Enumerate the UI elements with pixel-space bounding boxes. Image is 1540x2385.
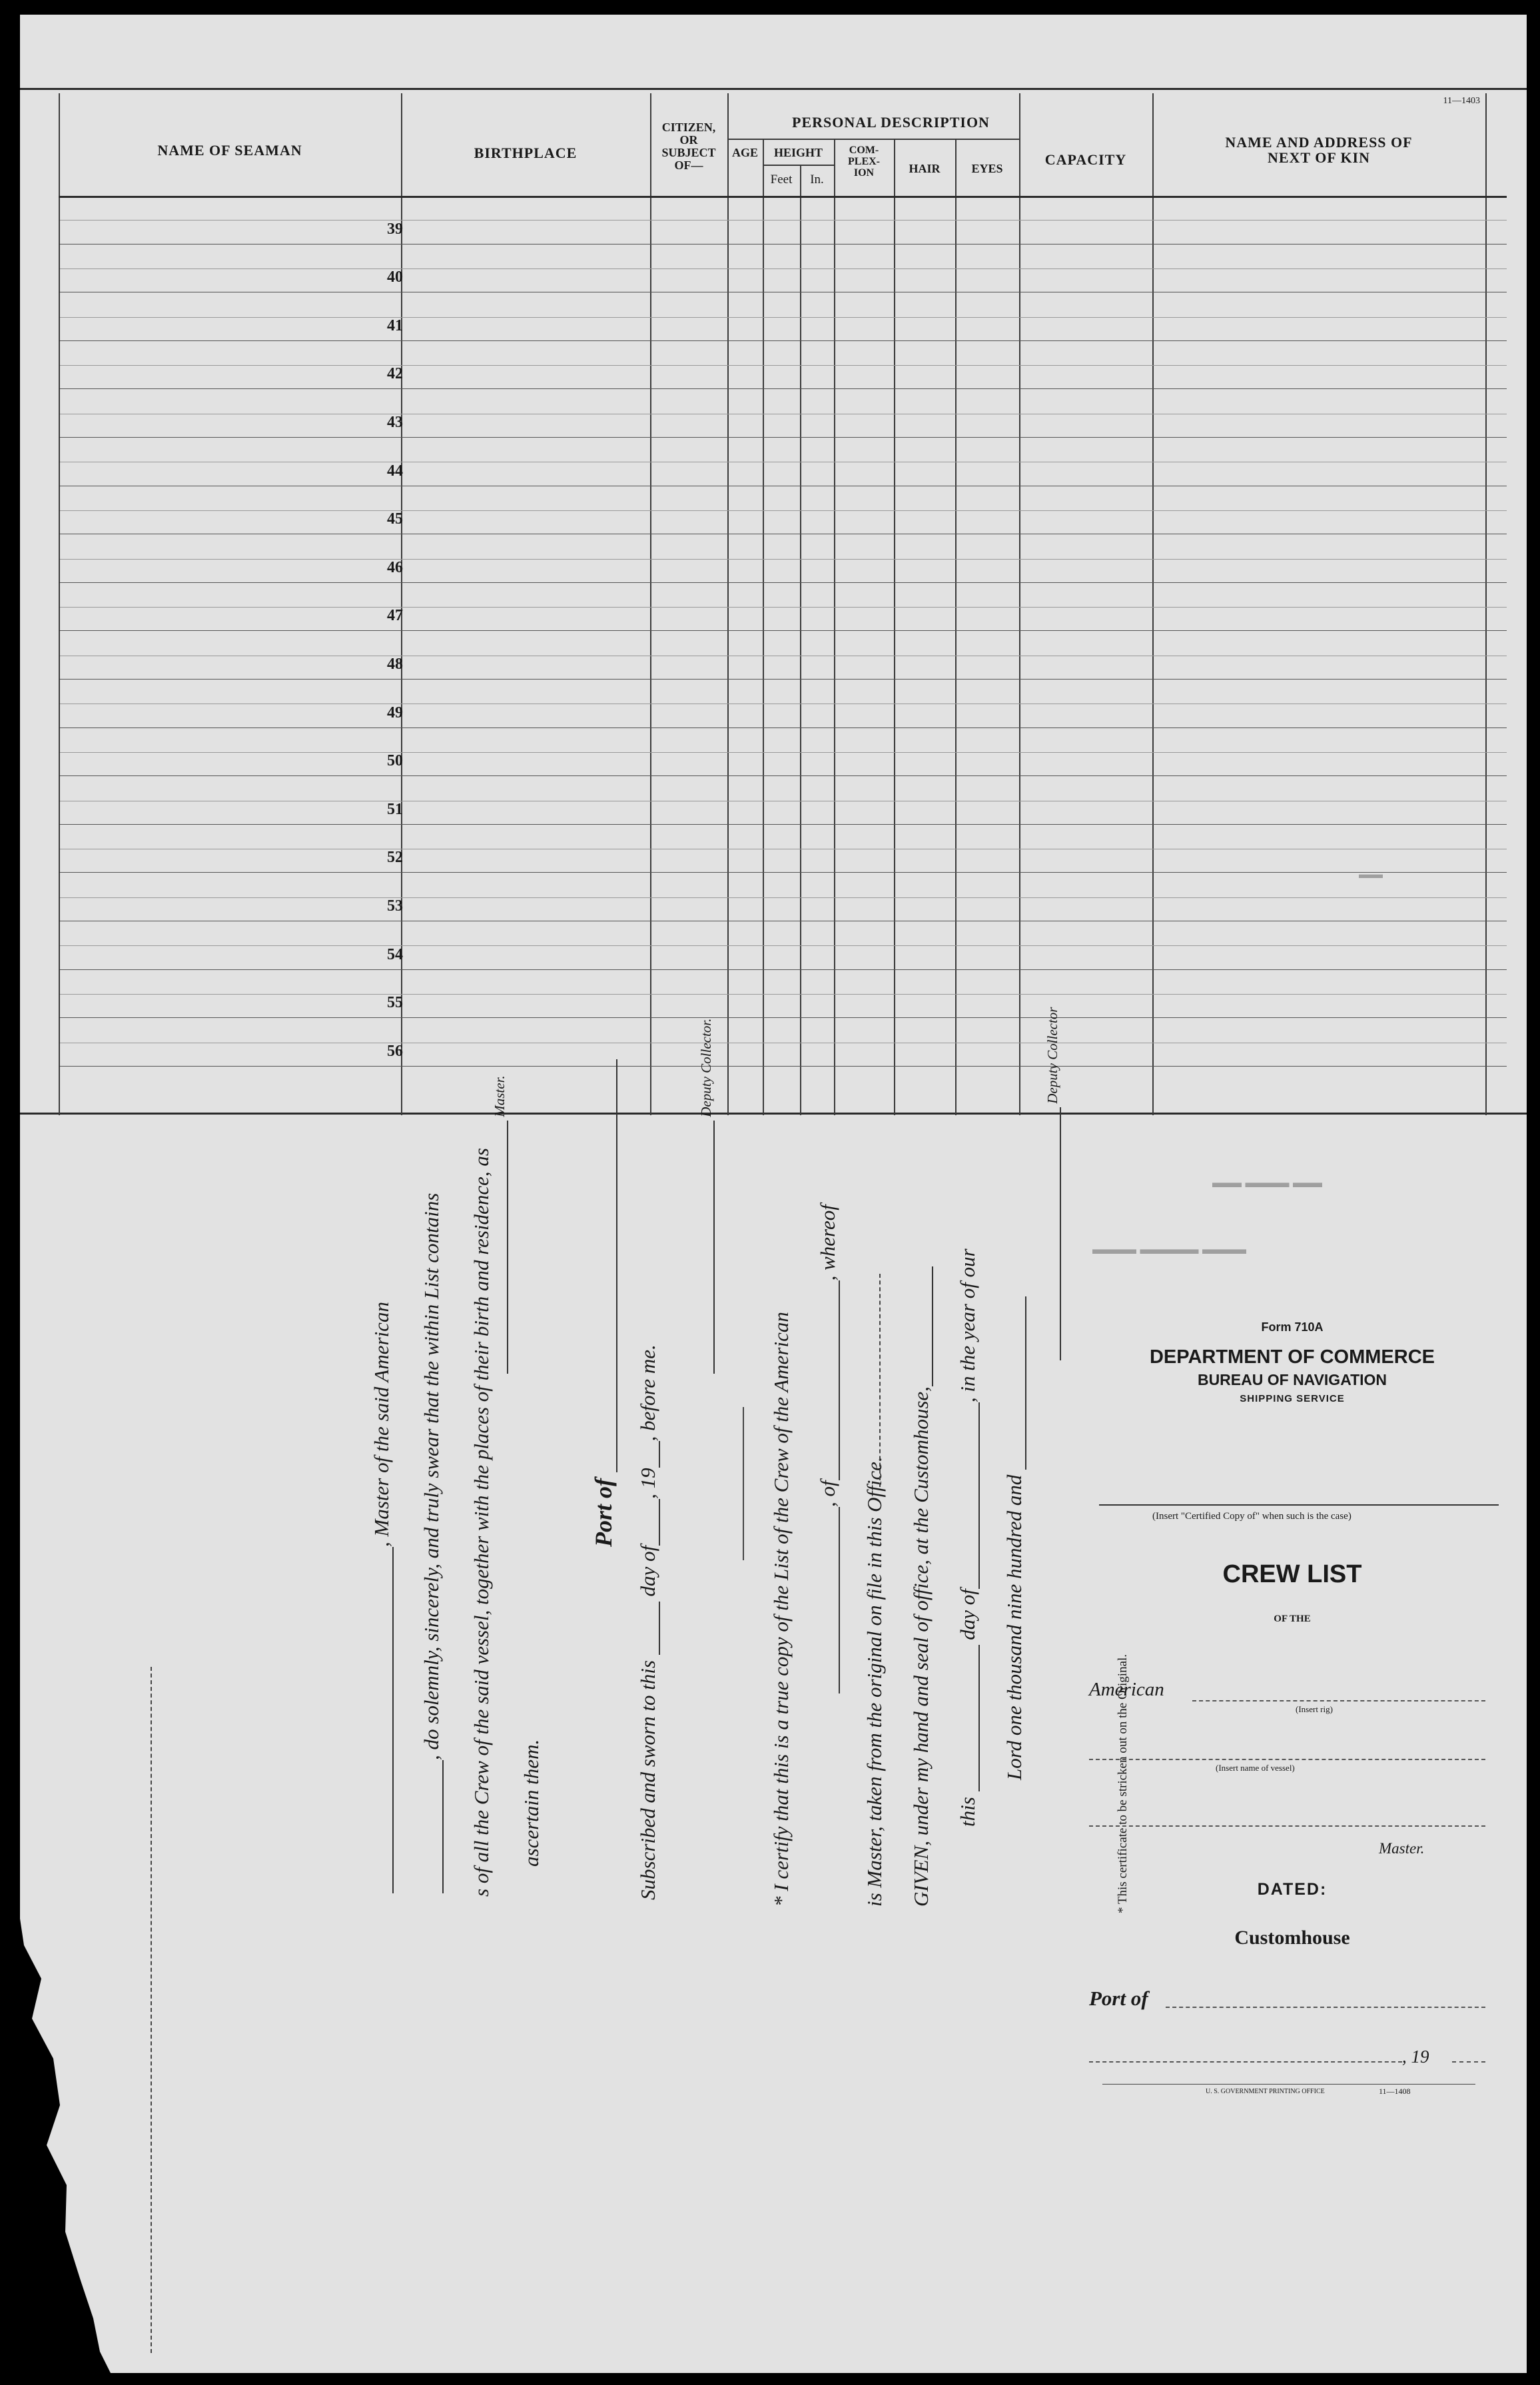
cert-deputy-line bbox=[1042, 1007, 1061, 1360]
header-eyes: EYES bbox=[971, 162, 1003, 175]
subscribed-label: Subscribed and sworn to this bbox=[636, 1660, 659, 1900]
port-blank[interactable] bbox=[599, 1059, 617, 1472]
header-age: AGE bbox=[731, 146, 758, 159]
blank[interactable] bbox=[915, 1266, 933, 1386]
deputy-collector-label: Deputy Collector. bbox=[698, 1018, 714, 1117]
row-number: 41 bbox=[387, 316, 403, 334]
blank[interactable] bbox=[641, 1499, 660, 1546]
row-number: 50 bbox=[387, 752, 403, 770]
col-line bbox=[1485, 93, 1487, 1115]
certificate-footnote: * This certificate to be stricken out on the Original. bbox=[1116, 1654, 1130, 1913]
header-citizen-line: CITIZEN, bbox=[661, 121, 716, 134]
row-divider bbox=[60, 365, 1507, 366]
blank[interactable] bbox=[425, 1760, 444, 1893]
table-row bbox=[60, 630, 1507, 631]
row-divider bbox=[60, 317, 1507, 318]
printing-office: U. S. GOVERNMENT PRINTING OFFICE bbox=[1206, 2088, 1325, 2095]
deputy-collector-label: Deputy Collector bbox=[1044, 1007, 1060, 1104]
header-bottom-border bbox=[59, 196, 1507, 198]
oath-line-4: ascertain them. bbox=[520, 1739, 543, 1867]
master-name-blank[interactable] bbox=[375, 1547, 394, 1893]
row-number: 42 bbox=[387, 365, 403, 383]
dated-label: DATED: bbox=[1257, 1880, 1328, 1899]
year-label: , 19 bbox=[636, 1468, 659, 1499]
oath-text: , Master of the said American bbox=[370, 1302, 393, 1547]
blank[interactable] bbox=[821, 1507, 840, 1693]
row-number: 47 bbox=[387, 607, 403, 625]
before-me-label: , before me. bbox=[636, 1344, 659, 1442]
header-capacity: CAPACITY bbox=[1044, 151, 1127, 168]
rig-blank[interactable] bbox=[1192, 1700, 1485, 1701]
master-signature-blank[interactable] bbox=[490, 1121, 508, 1374]
of-the-label: OF THE bbox=[1274, 1614, 1311, 1624]
table-row bbox=[60, 340, 1507, 341]
deputy-signature-blank[interactable] bbox=[696, 1121, 715, 1374]
row-number: 43 bbox=[387, 414, 403, 431]
certificate-of-line bbox=[816, 1204, 840, 1693]
master-blank[interactable] bbox=[1089, 1825, 1485, 1827]
torn-edge bbox=[0, 1919, 147, 2385]
crew-list-cover-panel bbox=[1079, 1320, 1505, 1404]
header-birthplace: BIRTHPLACE bbox=[474, 145, 578, 161]
certified-copy-blank[interactable] bbox=[1099, 1487, 1499, 1506]
row-divider bbox=[60, 510, 1507, 511]
header-separator bbox=[763, 165, 834, 166]
row-number: 55 bbox=[387, 994, 403, 1012]
header-citizen bbox=[650, 121, 727, 172]
header-citizen-line: OF— bbox=[674, 158, 703, 172]
of-label: , of bbox=[816, 1480, 839, 1507]
year-blank[interactable] bbox=[1452, 2061, 1485, 2063]
customhouse-label: Customhouse bbox=[1234, 1927, 1350, 1949]
certified-copy-caption: (Insert "Certified Copy of" when such is the case) bbox=[1152, 1511, 1351, 1522]
ghost-print: ▬▬ bbox=[1359, 867, 1383, 881]
crew-list-form-page bbox=[20, 15, 1527, 2373]
this-label: this bbox=[956, 1797, 979, 1827]
row-number: 51 bbox=[387, 800, 403, 818]
header-next-of-kin-line: NEXT OF KIN bbox=[1267, 149, 1371, 167]
port-of-line bbox=[589, 1059, 617, 1547]
oath-master-label bbox=[490, 1075, 508, 1374]
certificate-line-2: is Master, taken from the original on file in this Office. bbox=[863, 1456, 886, 1907]
header-complexion-line: COM- bbox=[849, 145, 879, 156]
header-next-of-kin bbox=[1152, 135, 1485, 165]
port-blank[interactable] bbox=[1166, 2007, 1485, 2008]
header-complexion-line: PLEX- bbox=[848, 155, 880, 167]
header-citizen-line: SUBJECT bbox=[661, 145, 716, 159]
row-divider bbox=[60, 268, 1507, 269]
row-number: 46 bbox=[387, 558, 403, 576]
insert-rig-caption: (Insert rig) bbox=[1296, 1704, 1333, 1714]
blank[interactable] bbox=[641, 1602, 660, 1655]
table-row bbox=[60, 727, 1507, 728]
table-row bbox=[60, 388, 1507, 389]
shipping-service: SHIPPING SERVICE bbox=[1240, 1393, 1345, 1404]
row-number: 52 bbox=[387, 849, 403, 867]
ghost-print: ▬▬ ▬▬▬ ▬▬ bbox=[1212, 1174, 1322, 1191]
master-label: Master. bbox=[1379, 1840, 1425, 1857]
fold-line bbox=[879, 1274, 881, 1487]
header-hair: HAIR bbox=[909, 162, 941, 175]
oath-line-2 bbox=[420, 1193, 444, 1893]
port-of-label: Port of bbox=[1089, 1987, 1148, 2010]
header-citizen-line: OR bbox=[679, 133, 698, 147]
table-top-border bbox=[20, 88, 1527, 90]
certificate-line-1: * I certify that this is a true copy of the List of the Crew of the American bbox=[769, 1312, 793, 1907]
divider bbox=[743, 1407, 744, 1560]
bureau-title: BUREAU OF NAVIGATION bbox=[1197, 1371, 1387, 1388]
blank[interactable] bbox=[961, 1645, 980, 1791]
row-divider bbox=[60, 607, 1507, 608]
table-row bbox=[60, 437, 1507, 438]
header-next-of-kin-line: NAME AND ADDRESS OF bbox=[1225, 134, 1413, 151]
row-number: 56 bbox=[387, 1042, 403, 1060]
given-label: GIVEN, under my hand and seal of office, at the Customhouse, bbox=[909, 1386, 933, 1907]
certificate-line-3 bbox=[909, 1266, 933, 1907]
certificate-this-line bbox=[956, 1248, 980, 1827]
in-year-label: , in the year of our bbox=[956, 1248, 979, 1403]
header-feet: Feet bbox=[770, 173, 793, 187]
blank[interactable] bbox=[1008, 1296, 1026, 1470]
header-height: HEIGHT bbox=[773, 146, 823, 159]
row-divider bbox=[60, 559, 1507, 560]
american-label: American bbox=[1089, 1679, 1164, 1700]
day-of-label: day of bbox=[636, 1545, 659, 1597]
certificate-lord-line bbox=[1002, 1296, 1026, 1780]
row-number: 49 bbox=[387, 704, 403, 721]
header-inches: In. bbox=[810, 173, 824, 187]
row-number: 39 bbox=[387, 220, 403, 238]
subscribed-line bbox=[636, 1344, 660, 1900]
col-line bbox=[59, 93, 60, 1115]
header-separator bbox=[727, 139, 1019, 140]
port-of-label: Port of bbox=[590, 1478, 617, 1547]
oath-text: , do solemnly, sincerely, and truly swear that the within List contains bbox=[420, 1192, 443, 1760]
deputy-signature-blank[interactable] bbox=[1042, 1107, 1061, 1360]
form-number: 11—1403 bbox=[1443, 96, 1480, 106]
crew-list-title: CREW LIST bbox=[1222, 1560, 1362, 1588]
department-title: DEPARTMENT OF COMMERCE bbox=[1149, 1346, 1435, 1368]
fold-line bbox=[151, 1667, 152, 2353]
table-row bbox=[60, 679, 1507, 680]
row-divider bbox=[60, 220, 1507, 221]
row-number: 48 bbox=[387, 656, 403, 673]
header-complexion bbox=[834, 145, 894, 179]
blank[interactable] bbox=[821, 1280, 840, 1480]
row-number: 44 bbox=[387, 462, 403, 480]
year-label: , 19 bbox=[1402, 2047, 1429, 2067]
date-blank[interactable] bbox=[1089, 2061, 1402, 2063]
row-number: 53 bbox=[387, 897, 403, 915]
ghost-print: ▬▬▬ ▬▬▬▬ ▬▬▬ bbox=[1092, 1240, 1246, 1257]
blank[interactable] bbox=[641, 1441, 660, 1468]
header-personal-description: PERSONAL DESCRIPTION bbox=[792, 114, 990, 131]
form-number-label: Form 710A bbox=[1261, 1320, 1324, 1334]
deputy-collector-line bbox=[696, 1019, 715, 1374]
header-name-of-seaman: NAME OF SEAMAN bbox=[157, 142, 302, 159]
row-number: 45 bbox=[387, 510, 403, 528]
insert-vessel-caption: (Insert name of vessel) bbox=[1216, 1763, 1295, 1773]
row-number: 54 bbox=[387, 945, 403, 963]
whereof-label: , whereof bbox=[816, 1204, 839, 1281]
rule bbox=[1102, 2084, 1475, 2085]
header-complexion-line: ION bbox=[853, 167, 875, 179]
day-of-label: day of bbox=[956, 1589, 979, 1640]
blank[interactable] bbox=[961, 1402, 980, 1589]
vessel-name-blank[interactable] bbox=[1089, 1759, 1485, 1760]
printing-number: 11—1408 bbox=[1379, 2087, 1411, 2096]
oath-line-1 bbox=[370, 1302, 394, 1893]
table-row bbox=[60, 582, 1507, 583]
row-number: 40 bbox=[387, 268, 403, 286]
rotated-oath-section bbox=[350, 734, 1182, 2067]
lord-label: Lord one thousand nine hundred and bbox=[1002, 1474, 1026, 1780]
master-label: Master. bbox=[492, 1075, 508, 1117]
oath-line-3: s of all the Crew of the said vessel, together with the places of their birth and residence, as bbox=[470, 1148, 493, 1897]
